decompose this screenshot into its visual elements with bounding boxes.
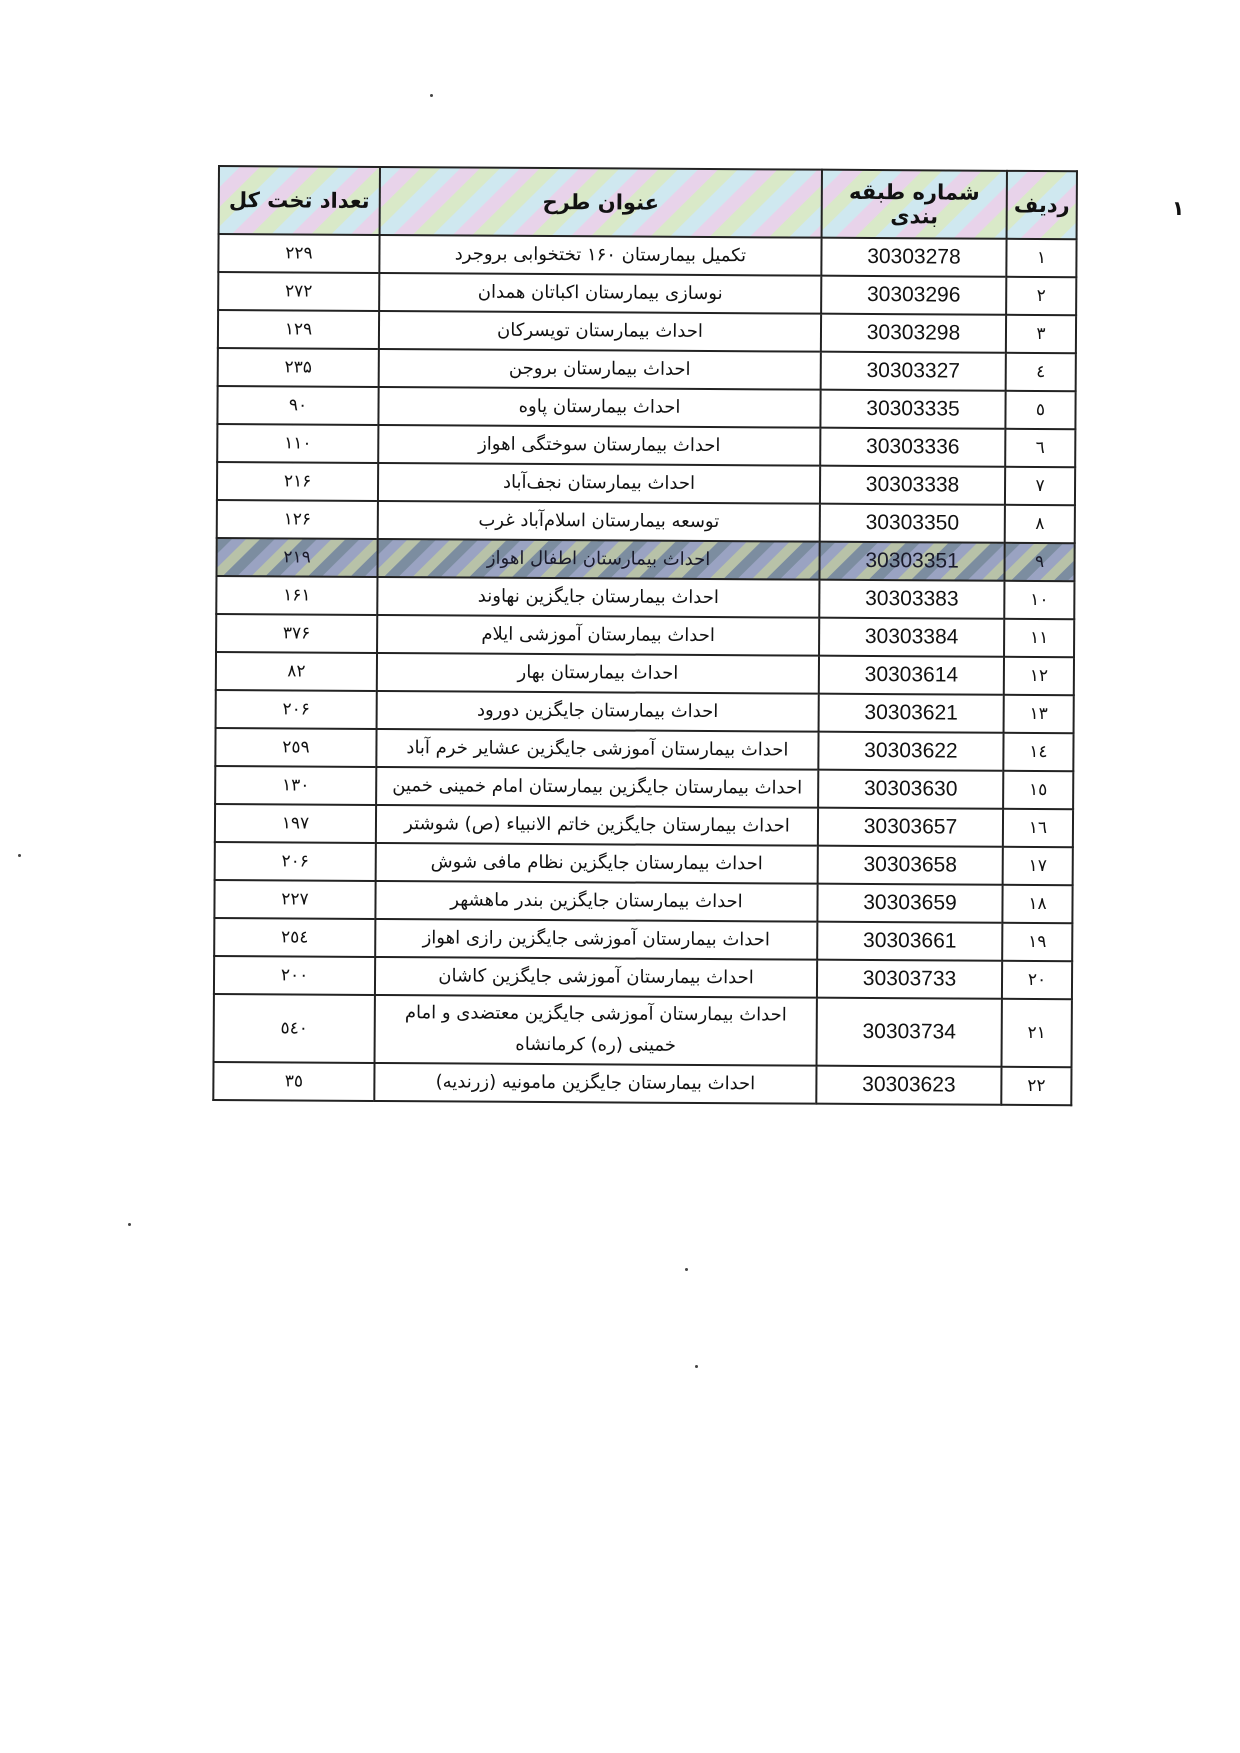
classification-code-cell: 30303278 <box>821 238 1006 277</box>
header-total-beds: تعداد تخت کل <box>219 166 380 235</box>
scan-speck <box>128 1223 131 1226</box>
table-row <box>214 956 1072 999</box>
table-row <box>213 1062 1071 1105</box>
classification-code-cell: 30303659 <box>817 884 1002 923</box>
total-beds-cell: ۹۰ <box>217 386 378 425</box>
row-number-cell: ۹ <box>1004 543 1074 581</box>
project-title-cell: احداث بیمارستان جایگزین مامونیه (زرندیه) <box>374 1063 816 1104</box>
table-row <box>217 386 1075 429</box>
row-number-cell: ۱٦ <box>1003 809 1073 847</box>
project-title-cell: احداث بیمارستان جایگزین بیمارستان امام خمینی خمین <box>376 767 818 808</box>
total-beds-cell: ۱۹۷ <box>215 804 376 843</box>
project-title-cell: توسعه بیمارستان اسلام‌آباد غرب <box>378 501 820 542</box>
total-beds-cell: ۱۱۰ <box>217 424 378 463</box>
total-beds-cell: ۲۰۶ <box>216 690 377 729</box>
classification-code-cell: 30303335 <box>820 390 1005 429</box>
table-row <box>217 462 1075 505</box>
total-beds-cell: ۸۲ <box>216 652 377 691</box>
table-row <box>215 804 1073 847</box>
row-number-cell: ۲۲ <box>1001 1067 1071 1105</box>
project-title-cell: احداث بیمارستان نجف‌آباد <box>378 463 820 504</box>
table-row <box>218 234 1076 277</box>
scan-speck <box>695 1365 698 1368</box>
row-number-cell: ۸ <box>1005 505 1075 543</box>
classification-code-cell: 30303734 <box>817 998 1002 1067</box>
table-row <box>217 424 1075 467</box>
row-number-cell: ۱۰ <box>1004 581 1074 619</box>
classification-code-cell: 30303384 <box>819 618 1004 657</box>
project-title-cell: احداث بیمارستان بروجن <box>379 349 821 390</box>
project-title-cell: احداث بیمارستان آموزشی جایگزین رازی اهواز <box>375 919 817 960</box>
project-title-cell: احداث بیمارستان تویسرکان <box>379 311 821 352</box>
total-beds-cell: ۲٥٤ <box>214 918 375 957</box>
project-title-cell: احداث بیمارستان پاوه <box>378 387 820 428</box>
classification-code-cell: 30303614 <box>819 656 1004 695</box>
project-title-cell: نوسازی بیمارستان اکباتان همدان <box>379 273 821 314</box>
table-row <box>216 538 1074 581</box>
scan-speck <box>685 1268 688 1271</box>
total-beds-cell: ۱۲۶ <box>217 500 378 539</box>
project-title-cell: احداث بیمارستان آموزشی ایلام <box>377 615 819 656</box>
total-beds-cell: ۱۳۰ <box>215 766 376 805</box>
total-beds-cell: ۲۷۲ <box>218 272 379 311</box>
row-number-cell: ۱۸ <box>1002 885 1072 923</box>
classification-code-cell: 30303621 <box>819 694 1004 733</box>
total-beds-cell: ۲۰۶ <box>215 842 376 881</box>
header-project-title: عنوان طرح <box>380 167 822 238</box>
total-beds-cell: ۱۶۱ <box>216 576 377 615</box>
classification-code-cell: 30303296 <box>821 276 1006 315</box>
row-number-cell: ۱٥ <box>1003 771 1073 809</box>
total-beds-cell: ۲۱۶ <box>217 462 378 501</box>
project-title-cell: احداث بیمارستان جایگزین خاتم الانبیاء (ص) شوشتر <box>376 805 818 846</box>
total-beds-cell: ۲۰۰ <box>214 956 375 995</box>
table-header-row <box>219 166 1077 239</box>
page-mark: ۱ <box>1172 196 1185 220</box>
table-row <box>216 576 1074 619</box>
project-title-cell: تکمیل بیمارستان ۱۶۰ تختخوابی بروجرد <box>379 235 821 276</box>
header-classification-code: شماره طبقه بندی <box>822 170 1007 239</box>
table-row <box>215 766 1073 809</box>
classification-code-cell: 30303630 <box>818 770 1003 809</box>
total-beds-cell: ۲۱۹ <box>216 538 377 577</box>
table-body <box>213 234 1076 1105</box>
classification-code-cell: 30303658 <box>818 846 1003 885</box>
table-row <box>218 348 1076 391</box>
table-row <box>216 614 1074 657</box>
project-title-cell: احداث بیمارستان جایگزین دورود <box>377 691 819 732</box>
classification-code-cell: 30303383 <box>819 580 1004 619</box>
table-row <box>215 842 1073 885</box>
project-title-cell: احداث بیمارستان آموزشی جایگزین معتضدی و امام خمینی (ره) کرمانشاه <box>375 995 817 1066</box>
project-title-cell: احداث بیمارستان سوختگی اهواز <box>378 425 820 466</box>
total-beds-cell: ۱۲۹ <box>218 310 379 349</box>
total-beds-cell: ۳۷۶ <box>216 614 377 653</box>
project-title-cell: احداث بیمارستان آموزشی جایگزین کاشان <box>375 957 817 998</box>
classification-code-cell: 30303622 <box>818 732 1003 771</box>
total-beds-cell: ٥٤۰ <box>214 994 375 1063</box>
header-row-number: ردیف <box>1007 171 1077 239</box>
hospital-projects-table-wrapper <box>212 165 1076 1106</box>
project-title-cell: احداث بیمارستان جایگزین بندر ماهشهر <box>375 881 817 922</box>
table-row <box>217 500 1075 543</box>
table-row <box>216 652 1074 695</box>
scan-speck <box>430 94 433 97</box>
classification-code-cell: 30303657 <box>818 808 1003 847</box>
table-row <box>218 272 1076 315</box>
project-title-cell: احداث بیمارستان اطفال اهواز <box>377 539 819 580</box>
table-row <box>216 690 1074 733</box>
project-title-cell: احداث بیمارستان جایگزین نهاوند <box>377 577 819 618</box>
table-row <box>218 310 1076 353</box>
row-number-cell: ۱٤ <box>1003 733 1073 771</box>
row-number-cell: ۲۱ <box>1002 999 1072 1067</box>
classification-code-cell: 30303336 <box>820 428 1005 467</box>
row-number-cell: ٤ <box>1006 353 1076 391</box>
row-number-cell: ۱۲ <box>1004 657 1074 695</box>
classification-code-cell: 30303338 <box>820 466 1005 505</box>
row-number-cell: ٥ <box>1005 391 1075 429</box>
classification-code-cell: 30303350 <box>820 504 1005 543</box>
project-title-cell: احداث بیمارستان آموزشی جایگزین عشایر خرم آباد <box>376 729 818 770</box>
total-beds-cell: ۲۳۵ <box>218 348 379 387</box>
table-row <box>214 994 1072 1067</box>
row-number-cell: ۱۱ <box>1004 619 1074 657</box>
row-number-cell: ۱ <box>1006 239 1076 277</box>
hospital-projects-table <box>212 165 1078 1106</box>
project-title-cell: احداث بیمارستان جایگزین نظام مافی شوش <box>376 843 818 884</box>
total-beds-cell: ۲٥۹ <box>215 728 376 767</box>
row-number-cell: ۲ <box>1006 277 1076 315</box>
total-beds-cell: ۳٥ <box>213 1062 374 1101</box>
row-number-cell: ۱۳ <box>1004 695 1074 733</box>
table-row <box>214 918 1072 961</box>
row-number-cell: ۱۷ <box>1003 847 1073 885</box>
scan-speck <box>18 854 21 857</box>
classification-code-cell: 30303298 <box>821 314 1006 353</box>
project-title-cell: احداث بیمارستان بهار <box>377 653 819 694</box>
classification-code-cell: 30303327 <box>821 352 1006 391</box>
row-number-cell: ۲۰ <box>1002 961 1072 999</box>
classification-code-cell: 30303351 <box>819 542 1004 581</box>
table-row <box>215 728 1073 771</box>
row-number-cell: ۷ <box>1005 467 1075 505</box>
row-number-cell: ۱۹ <box>1002 923 1072 961</box>
total-beds-cell: ۲۲۹ <box>218 234 379 273</box>
classification-code-cell: 30303623 <box>816 1066 1001 1105</box>
total-beds-cell: ۲۲۷ <box>214 880 375 919</box>
classification-code-cell: 30303733 <box>817 960 1002 999</box>
row-number-cell: ٦ <box>1005 429 1075 467</box>
row-number-cell: ۳ <box>1006 315 1076 353</box>
classification-code-cell: 30303661 <box>817 922 1002 961</box>
table-row <box>214 880 1072 923</box>
